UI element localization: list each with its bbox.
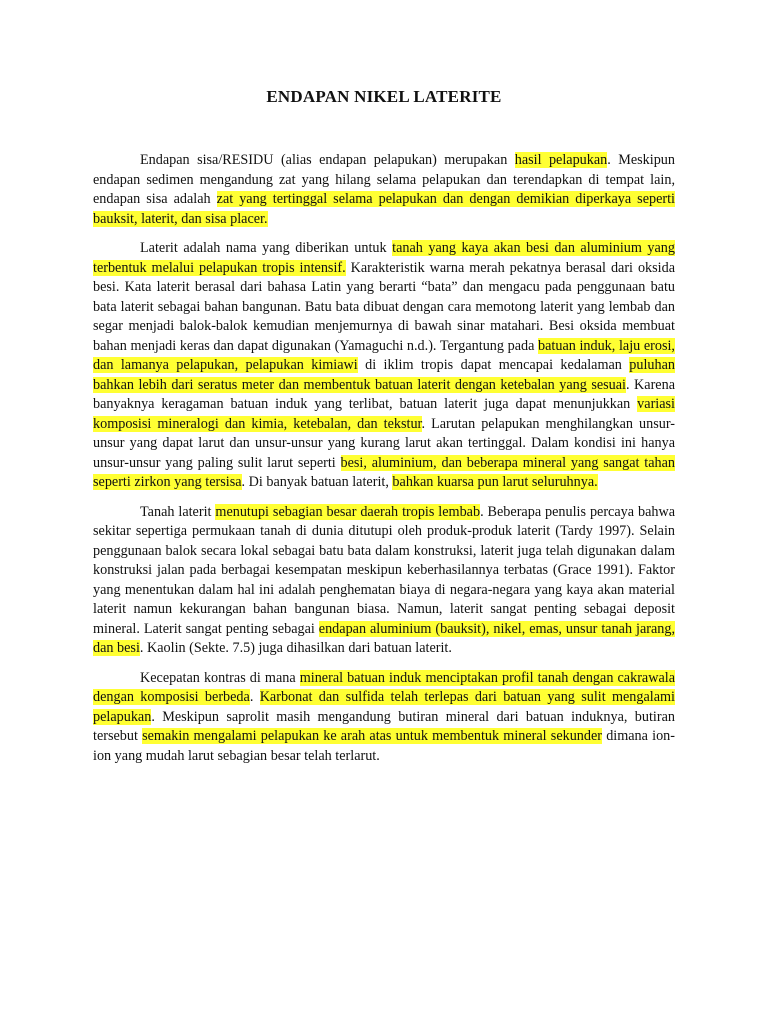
text-segment: . Meskipun saprolit masih mengandung butiran mineral dari batuan induknya, butiran tersebut	[93, 708, 675, 744]
paragraph-3	[93, 503, 675, 659]
text-segment: . Kaolin (Sekte. 7.5) juga dihasilkan dari batuan laterit.	[139, 640, 452, 656]
text-segment: Kecepatan kontras di mana	[140, 669, 300, 686]
highlighted-text: menutupi sebagian besar daerah tropis lembab	[215, 503, 481, 520]
text-segment: . Meskipun endapan sedimen mengandung zat yang hilang selama pelapukan dan terendapkan di tempat lain, endapan sisa adalah	[93, 152, 675, 207]
highlighted-text: mineral batuan induk menciptakan profil tanah dengan cakrawala dengan komposisi berbeda	[93, 669, 675, 705]
highlighted-text: Karbonat dan sulfida telah terlepas dari batuan yang sulit mengalami pelapukan	[93, 689, 675, 725]
paragraph-2	[93, 239, 675, 493]
highlighted-text: puluhan bahkan lebih dari seratus meter dan membentuk batuan laterit dengan ketebalan yang sesuai	[93, 357, 675, 393]
highlighted-text: bahkan kuarsa pun larut seluruhnya.	[392, 474, 598, 490]
highlighted-text: semakin mengalami pelapukan ke arah atas untuk membentuk mineral sekunder	[142, 728, 603, 744]
text-segment: . Di banyak batuan laterit,	[241, 474, 393, 490]
paragraph-4	[93, 669, 675, 767]
text-segment: . Beberapa penulis percaya bahwa sekitar sepertiga permukaan tanah di dunia ditutupi oleh produk-produk laterit (Tardy 1997). Selain penggunaan balok secara lokal sebagai batu bata dalam konstruksi, laterit juga telah digunakan dalam konstruksi jalan pada berbagai kesempatan meskipun keberhasilannya terbatas (Grace 1991). Faktor yang menentukan dalam hal ini adalah penghematan biaya di negara-negara yang kaya akan material laterit namun kekurangan bahan bangunan biasa. Namun, laterit sangat penting sebagai deposit mineral. Laterit sangat penting sebagai	[93, 503, 675, 637]
highlighted-text: besi, aluminium, dan beberapa mineral yang sangat tahan seperti zirkon yang tersisa	[93, 454, 675, 490]
document-title: ENDAPAN NIKEL LATERITE	[266, 87, 502, 106]
text-segment: Tanah laterit	[140, 503, 216, 520]
text-segment: Laterit adalah nama yang diberikan untuk	[140, 240, 393, 256]
text-segment: di iklim tropis dapat mencapai kedalaman	[357, 357, 630, 373]
paragraph-1	[93, 151, 675, 229]
highlighted-text: batuan induk, laju erosi, dan lamanya pelapukan, pelapukan kimiawi	[93, 337, 675, 373]
document-page	[93, 86, 675, 776]
highlighted-text: hasil pelapukan	[514, 152, 608, 168]
text-segment: .	[249, 689, 260, 705]
highlighted-text: variasi komposisi mineralogi dan kimia, ketebalan, dan tekstur	[93, 396, 675, 432]
text-segment: Endapan sisa/RESIDU (alias endapan pelapukan) merupakan	[140, 152, 515, 168]
text-segment: . Karena banyaknya keragaman batuan induk yang terlibat, batuan laterit juga dapat menunjukkan	[93, 376, 675, 412]
highlighted-text: zat yang tertinggal selama pelapukan dan dengan demikian diperkaya seperti bauksit, laterit, dan sisa placer.	[93, 191, 675, 227]
text-segment: . Larutan pelapukan menghilangkan unsur-unsur yang dapat larut dan unsur-unsur yang kurang larut akan tertinggal. Dalam kondisi ini hanya unsur-unsur yang paling sulit larut seperti	[93, 415, 675, 471]
highlighted-text: endapan aluminium (bauksit), nikel, emas, unsur tanah jarang, dan besi	[93, 620, 676, 656]
text-segment: dimana ion-ion yang mudah larut sebagian besar telah terlarut.	[93, 728, 675, 764]
text-segment: Karakteristik warna merah pekatnya berasal dari oksida besi. Kata laterit berasal dari bahasa Latin yang berarti “bata” dan mengacu pada penggunaan batu bata laterit sebagai bahan bangunan. Batu bata dibuat dengan cara memotong laterit yang lembab dan segar menjadi balok-balok kemudian menjemurnya di bawah sinar matahari. Besi oksida membuat bahan menjadi keras dan dapat digunakan (Yamaguchi n.d.). Tergantung pada	[93, 259, 675, 354]
highlighted-text: tanah yang kaya akan besi dan aluminium yang terbentuk melalui pelapukan tropis intensif.	[93, 240, 675, 276]
